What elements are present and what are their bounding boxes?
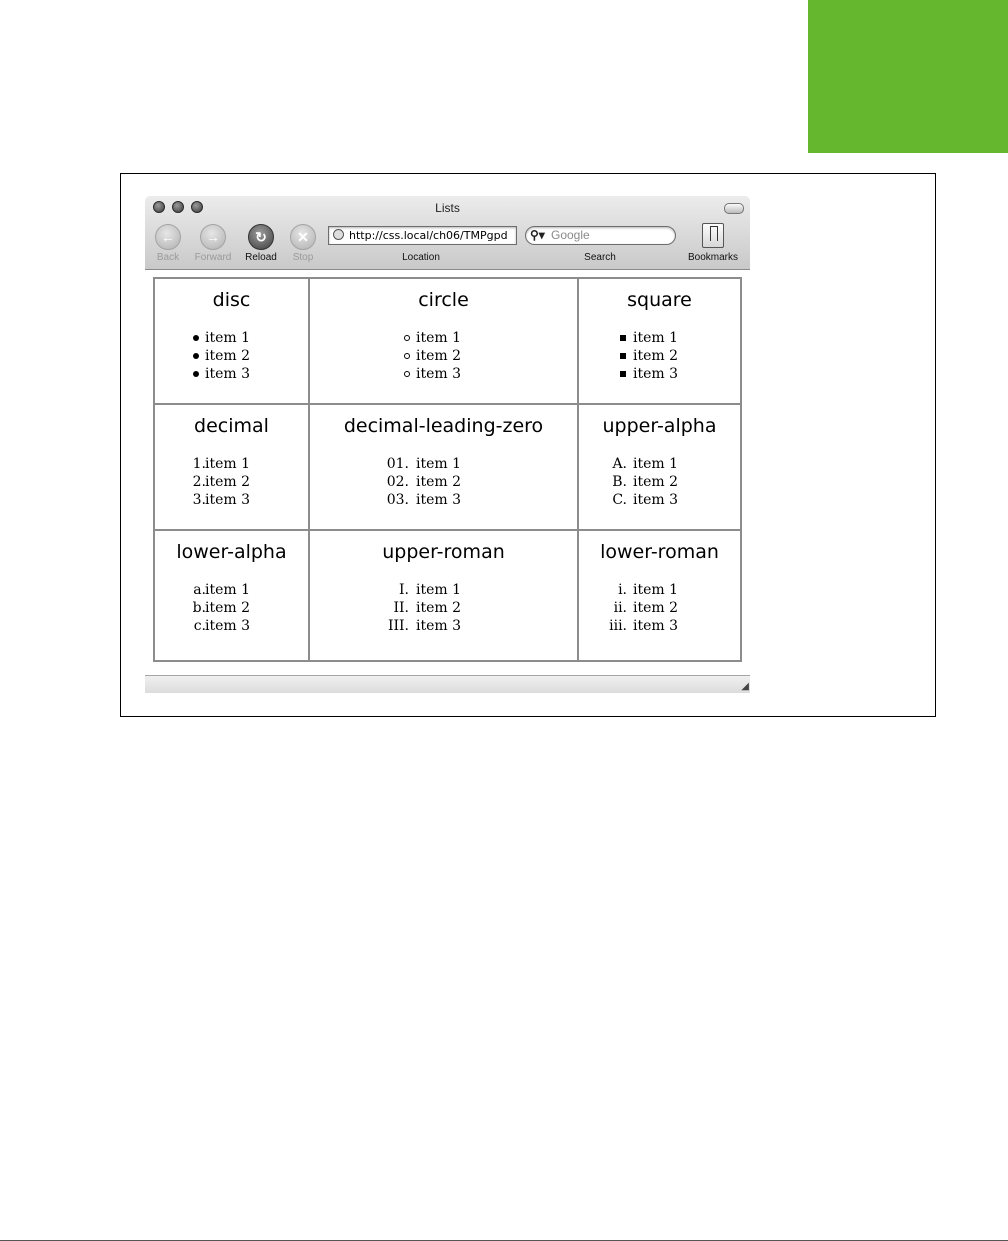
list-item xyxy=(310,491,577,509)
search-field[interactable] xyxy=(525,226,676,245)
search-placeholder: Google xyxy=(551,228,590,242)
list-marker: 2. xyxy=(192,474,206,490)
list-marker: 03. xyxy=(386,492,409,508)
cell-upper-alpha xyxy=(579,405,740,531)
item-text: item 3 xyxy=(633,366,679,382)
item-list xyxy=(155,329,308,383)
browser-window xyxy=(145,196,750,693)
list-marker: C. xyxy=(612,492,627,508)
stop-icon: ✕ xyxy=(297,229,309,245)
list-item xyxy=(155,599,308,617)
cell-lower-alpha xyxy=(155,531,310,660)
item-text: item 1 xyxy=(416,456,462,472)
item-text: item 2 xyxy=(633,474,679,490)
stop-label: Stop xyxy=(292,252,314,263)
item-list xyxy=(579,581,740,635)
list-marker: a. xyxy=(193,582,206,598)
circle-bullet xyxy=(404,335,410,341)
bookmarks-label: Bookmarks xyxy=(687,252,738,263)
list-marker: c. xyxy=(193,618,206,634)
item-text: item 3 xyxy=(205,618,251,634)
cell-lower-roman xyxy=(579,531,740,660)
location-label: Location xyxy=(402,252,440,263)
item-text: item 1 xyxy=(205,330,251,346)
list-item xyxy=(310,599,577,617)
stop-button[interactable] xyxy=(290,224,316,250)
cell-decimal-leading-zero xyxy=(310,405,579,531)
item-text: item 3 xyxy=(205,366,251,382)
search-label: Search xyxy=(584,252,616,263)
circle-bullet xyxy=(404,371,410,377)
list-marker: 02. xyxy=(386,474,409,490)
item-text: item 1 xyxy=(633,456,679,472)
back-button[interactable] xyxy=(155,224,181,250)
cell-square xyxy=(579,279,740,405)
chapter-tab xyxy=(808,0,1008,153)
disc-bullet xyxy=(193,335,199,341)
cell-title: lower-alpha xyxy=(176,541,287,563)
item-text: item 2 xyxy=(205,348,251,364)
list-item xyxy=(579,581,740,599)
location-url: http://css.local/ch06/TMPgpd xyxy=(349,229,508,242)
list-item xyxy=(310,473,577,491)
browser-toolbar xyxy=(145,196,750,270)
cell-disc xyxy=(155,279,310,405)
item-text: item 2 xyxy=(205,474,251,490)
list-marker: II. xyxy=(393,600,409,616)
item-text: item 3 xyxy=(416,492,462,508)
reload-icon: ↻ xyxy=(255,229,267,245)
list-item xyxy=(579,599,740,617)
list-item xyxy=(310,347,577,365)
status-bar xyxy=(145,675,750,693)
list-styles-table xyxy=(153,277,742,662)
item-text: item 3 xyxy=(416,618,462,634)
list-item xyxy=(310,581,577,599)
item-text: item 3 xyxy=(633,492,679,508)
list-marker: ii. xyxy=(613,600,627,616)
square-bullet xyxy=(620,335,626,341)
list-item xyxy=(579,347,740,365)
list-item xyxy=(579,455,740,473)
cell-title: upper-alpha xyxy=(602,415,717,437)
cell-title: circle xyxy=(418,289,469,311)
globe-icon xyxy=(333,229,344,240)
list-item xyxy=(155,365,308,383)
list-marker: I. xyxy=(399,582,409,598)
resize-grip-icon[interactable]: ◢ xyxy=(741,681,749,692)
cell-title: decimal-leading-zero xyxy=(343,415,544,437)
reload-label: Reload xyxy=(245,252,277,263)
item-list xyxy=(310,581,577,635)
item-text: item 2 xyxy=(633,348,679,364)
cell-title: square xyxy=(627,289,692,311)
list-item xyxy=(579,365,740,383)
list-marker: iii. xyxy=(609,618,627,634)
cell-circle xyxy=(310,279,579,405)
item-text: item 1 xyxy=(416,582,462,598)
list-item xyxy=(579,617,740,635)
disc-bullet xyxy=(193,371,199,377)
list-marker: 3. xyxy=(192,492,206,508)
list-marker: 1. xyxy=(192,456,206,472)
forward-arrow-icon: → xyxy=(206,229,220,245)
forward-button[interactable] xyxy=(200,224,226,250)
circle-bullet xyxy=(404,353,410,359)
list-item xyxy=(155,347,308,365)
item-text: item 2 xyxy=(633,600,679,616)
item-list xyxy=(155,581,308,635)
cell-title: disc xyxy=(212,289,251,311)
list-item xyxy=(310,329,577,347)
cell-title: lower-roman xyxy=(600,541,719,563)
item-list xyxy=(310,455,577,509)
item-text: item 1 xyxy=(416,330,462,346)
item-text: item 2 xyxy=(205,600,251,616)
reload-button[interactable] xyxy=(248,224,274,250)
item-text: item 3 xyxy=(633,618,679,634)
item-list xyxy=(579,455,740,509)
list-marker: i. xyxy=(618,582,627,598)
list-marker: III. xyxy=(387,618,409,634)
item-text: item 3 xyxy=(205,492,251,508)
item-text: item 1 xyxy=(633,330,679,346)
back-arrow-icon: ← xyxy=(161,229,175,245)
forward-label: Forward xyxy=(194,252,232,263)
list-marker: A. xyxy=(612,456,627,472)
item-list xyxy=(155,455,308,509)
item-list xyxy=(310,329,577,383)
list-marker: B. xyxy=(612,474,627,490)
back-label: Back xyxy=(156,252,180,263)
cell-title: upper-roman xyxy=(382,541,505,563)
list-item xyxy=(579,329,740,347)
item-text: item 1 xyxy=(205,582,251,598)
list-item xyxy=(310,365,577,383)
item-text: item 2 xyxy=(416,474,462,490)
square-bullet xyxy=(620,353,626,359)
item-text: item 1 xyxy=(633,582,679,598)
list-item xyxy=(579,491,740,509)
item-text: item 3 xyxy=(416,366,462,382)
location-field[interactable] xyxy=(328,226,517,245)
list-item xyxy=(155,473,308,491)
item-text: item 2 xyxy=(416,348,462,364)
list-item xyxy=(155,329,308,347)
list-item xyxy=(155,617,308,635)
item-text: item 1 xyxy=(205,456,251,472)
disc-bullet xyxy=(193,353,199,359)
list-item xyxy=(155,455,308,473)
cell-upper-roman xyxy=(310,531,579,660)
list-item xyxy=(310,455,577,473)
bookmarks-icon[interactable] xyxy=(702,223,724,248)
item-text: item 2 xyxy=(416,600,462,616)
magnifier-icon: ⚲▾ xyxy=(530,228,545,242)
square-bullet xyxy=(620,371,626,377)
list-item xyxy=(310,617,577,635)
list-marker: b. xyxy=(192,600,206,616)
toolbar-toggle-button[interactable] xyxy=(724,203,744,214)
list-item xyxy=(579,473,740,491)
cell-decimal xyxy=(155,405,310,531)
window-title: Lists xyxy=(435,201,460,215)
cell-title: decimal xyxy=(194,415,269,437)
list-item xyxy=(155,491,308,509)
item-list xyxy=(579,329,740,383)
list-marker: 01. xyxy=(386,456,409,472)
list-item xyxy=(155,581,308,599)
